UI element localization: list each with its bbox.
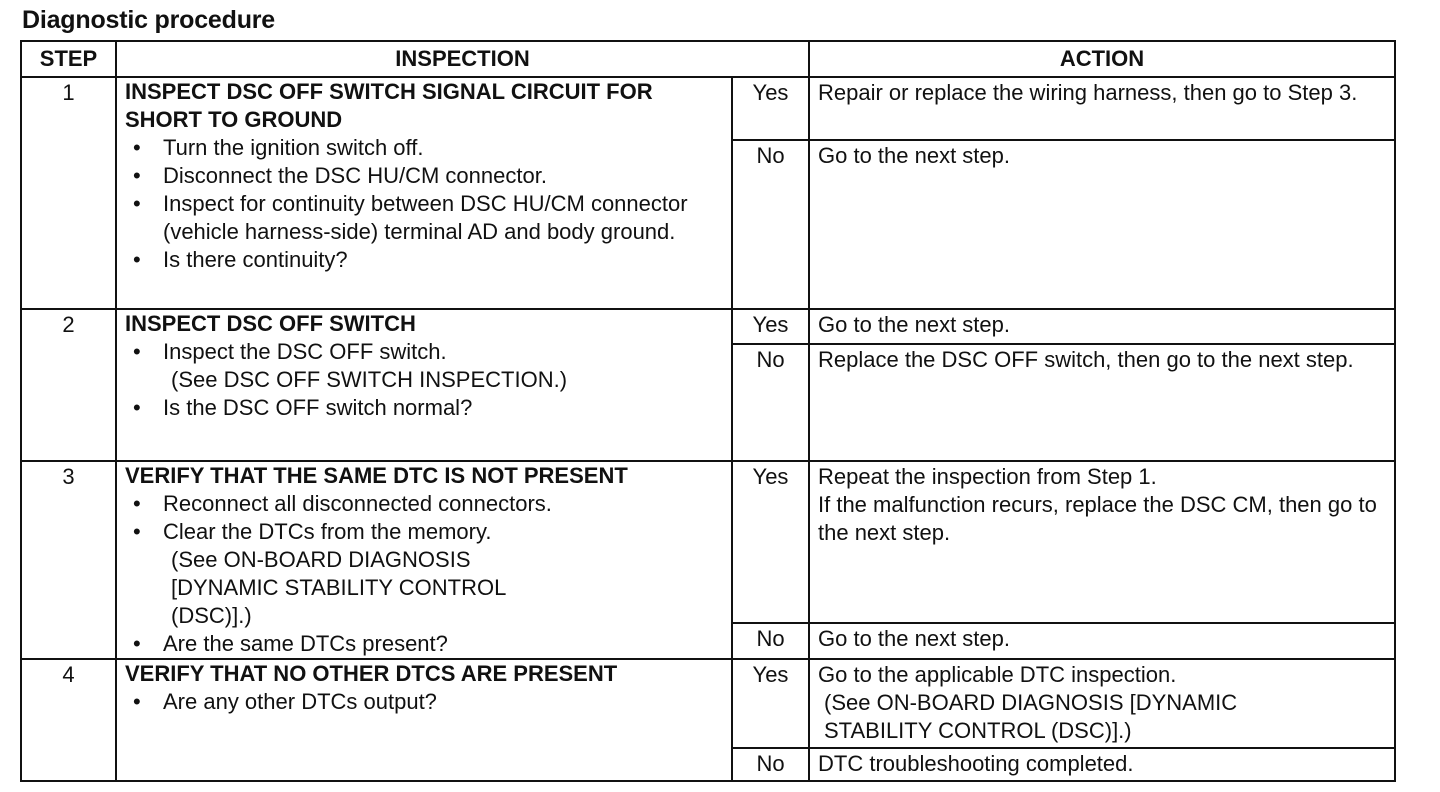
step-heading: VERIFY THAT NO OTHER DTCS ARE PRESENT	[125, 661, 618, 686]
step-2-inspection	[116, 309, 732, 461]
step-1-bullets	[125, 134, 723, 274]
yes-action	[809, 461, 1395, 623]
reference-link: (See ON-BOARD DIAGNOSIS [DYNAMIC STABILITY CONTROL (DSC)].)	[824, 690, 1238, 743]
no-action: DTC troubleshooting completed.	[809, 748, 1395, 781]
yes-action: Repair or replace the wiring harness, then go to Step 3.	[809, 77, 1395, 140]
step-heading: VERIFY THAT THE SAME DTC IS NOT PRESENT	[125, 463, 628, 488]
step-3-inspection	[116, 461, 732, 659]
step-number: 3	[21, 461, 116, 659]
yes-action-line: Go to the applicable DTC inspection.	[818, 662, 1177, 687]
yes-label: Yes	[732, 77, 809, 140]
header-step: STEP	[21, 41, 116, 77]
bullet-item: • Is the DSC OFF switch normal?	[125, 394, 723, 422]
step-4-bullets	[125, 688, 723, 716]
yes-label: Yes	[732, 659, 809, 748]
table-row-step-1-yes	[21, 77, 1395, 140]
yes-label: Yes	[732, 309, 809, 344]
step-3-bullets	[125, 490, 723, 658]
no-label: No	[732, 344, 809, 461]
header-action: ACTION	[809, 41, 1395, 77]
no-label: No	[732, 140, 809, 309]
bullet-item: • Reconnect all disconnected connectors.	[125, 490, 723, 518]
reference-link: (See DSC OFF SWITCH INSPECTION.)	[171, 367, 568, 392]
step-1-inspection	[116, 77, 732, 309]
table-row-step-4-yes	[21, 659, 1395, 748]
step-2-bullets	[125, 338, 723, 422]
step-heading: INSPECT DSC OFF SWITCH	[125, 311, 416, 336]
yes-action-line: Repeat the inspection from Step 1.	[818, 464, 1157, 489]
reference-link: (See ON-BOARD DIAGNOSIS [DYNAMIC STABILITY CONTROL (DSC)].)	[171, 547, 506, 628]
bullet-text: Clear the DTCs from the memory.	[163, 519, 492, 544]
bullet-item	[125, 338, 723, 394]
no-action: Go to the next step.	[809, 140, 1395, 309]
no-action: Replace the DSC OFF switch, then go to the next step.	[809, 344, 1395, 461]
yes-action-line: If the malfunction recurs, replace the DSC CM, then go to the next step.	[818, 492, 1377, 545]
bullet-item: • Is there continuity?	[125, 246, 723, 274]
table-row-step-2-yes	[21, 309, 1395, 344]
header-inspection: INSPECTION	[116, 41, 809, 77]
step-number: 1	[21, 77, 116, 309]
step-number: 2	[21, 309, 116, 461]
bullet-item: • Inspect for continuity between DSC HU/CM connector (vehicle harness-side) terminal AD and body ground.	[125, 190, 723, 246]
bullet-item: • Turn the ignition switch off.	[125, 134, 723, 162]
no-label: No	[732, 623, 809, 659]
page-title: Diagnostic procedure	[22, 6, 275, 34]
yes-label: Yes	[732, 461, 809, 623]
bullet-item: • Are any other DTCs output?	[125, 688, 723, 716]
yes-action	[809, 659, 1395, 748]
no-label: No	[732, 748, 809, 781]
bullet-item	[125, 518, 723, 630]
no-action: Go to the next step.	[809, 623, 1395, 659]
step-number: 4	[21, 659, 116, 781]
bullet-text: Inspect the DSC OFF switch.	[163, 339, 447, 364]
table-row-step-3-yes	[21, 461, 1395, 623]
bullet-item: • Disconnect the DSC HU/CM connector.	[125, 162, 723, 190]
diagnostic-procedure-table	[20, 40, 1396, 782]
bullet-item: • Are the same DTCs present?	[125, 630, 723, 658]
step-4-inspection	[116, 659, 732, 781]
step-heading: INSPECT DSC OFF SWITCH SIGNAL CIRCUIT FOR SHORT TO GROUND	[125, 79, 653, 132]
table-header-row	[21, 41, 1395, 77]
yes-action: Go to the next step.	[809, 309, 1395, 344]
